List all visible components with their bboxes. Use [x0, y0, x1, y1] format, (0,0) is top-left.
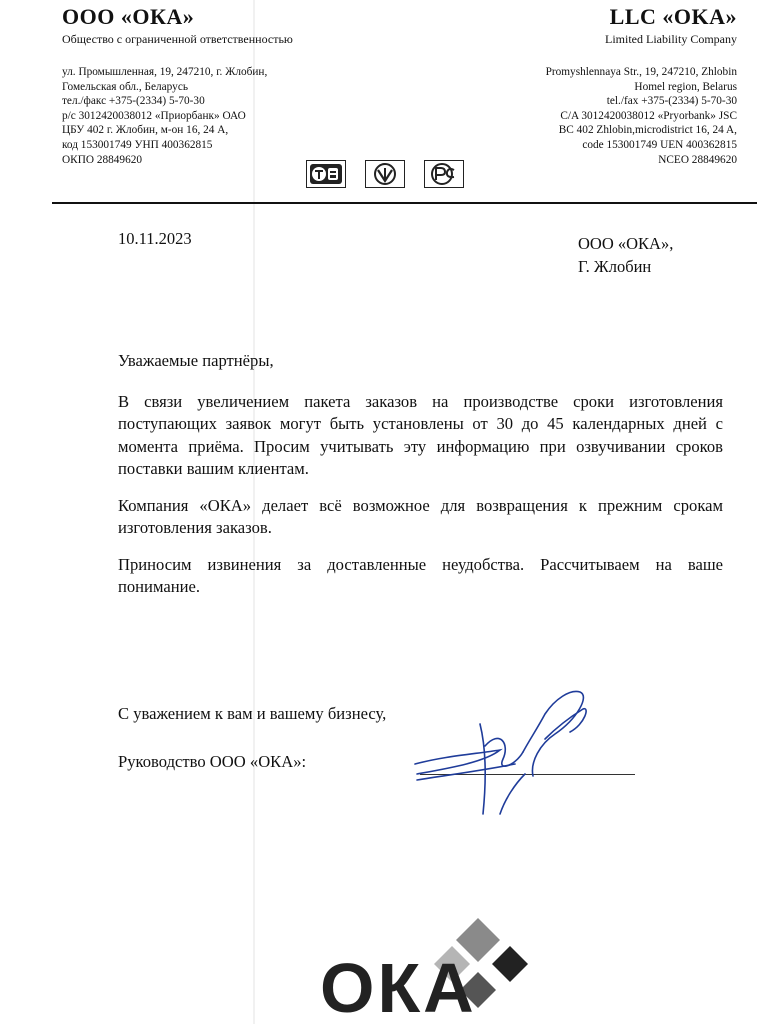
- stb-certification-icon: [306, 160, 346, 188]
- address-line: tel./fax +375-(2334) 5-70-30: [606, 95, 737, 108]
- paragraph: В связи увеличением пакета заказов на производстве сроки изготовления поступающих заявок могут быть установлены от 30 до 45 календарных дней с момента приёма. Просим учитывать эту информацию при озвучивании сроков поставки вашим клиентам.: [118, 391, 723, 478]
- address-line: код 153001749 УНП 400362815: [62, 138, 213, 151]
- certification-marks: [306, 160, 464, 188]
- greeting: Уважаемые партнёры,: [118, 351, 274, 370]
- company-subtitle-en: Limited Liability Company: [605, 32, 737, 46]
- addressee-line: Г. Жлобин: [578, 257, 652, 276]
- pct-certification-icon: [424, 160, 464, 188]
- letter-date: 10.11.2023: [118, 229, 192, 248]
- address-block-en: [437, 65, 737, 167]
- address-line: Homel region, Belarus: [634, 80, 737, 93]
- address-line: Гомельская обл., Беларусь: [62, 80, 188, 93]
- address-line: тел./факс +375-(2334) 5-70-30: [62, 95, 205, 108]
- oka-logo: [318, 916, 548, 1024]
- paragraph: Приносим извинения за доставленные неудобства. Рассчитываем на ваше понимание.: [118, 554, 723, 596]
- address-line: Promyshlennaya Str., 19, 247210, Zhlobin: [545, 66, 737, 78]
- letter-body: [118, 350, 723, 613]
- paragraph: Компания «ОКА» делает всё возможное для возвращения к прежним срокам изготовления заказов.: [118, 495, 723, 537]
- address-line: ЦБУ 402 г. Жлобин, м-он 16, 24 А,: [62, 124, 229, 137]
- address-line: ул. Промышленная, 19, 247210, г. Жлобин,: [62, 66, 268, 78]
- company-name-ru: ООО «ОКА»: [62, 4, 195, 29]
- ukr-certification-icon: [365, 160, 405, 188]
- address-line: р/с 3012420038012 «Приорбанк» ОАО: [62, 109, 246, 122]
- address-line: code 153001749 UEN 400362815: [582, 138, 737, 151]
- address-line: C/A 3012420038012 «Pryorbank» JSC: [560, 109, 737, 122]
- header-divider: [52, 202, 757, 204]
- address-line: NCEO 28849620: [658, 153, 737, 166]
- address-block-ru: [62, 65, 362, 167]
- address-line: BC 402 Zhlobin,microdistrict 16, 24 A,: [558, 124, 737, 137]
- letterhead-right: [437, 4, 737, 167]
- closing-line: С уважением к вам и вашему бизнесу,: [118, 704, 387, 723]
- handwritten-signature: [405, 684, 605, 819]
- company-name-en: LLC «OKA»: [609, 4, 737, 29]
- signatory-label: Руководство ООО «ОКА»:: [118, 752, 307, 771]
- addressee: [578, 232, 673, 278]
- addressee-line: ООО «ОКА»,: [578, 234, 674, 253]
- address-line: ОКПО 28849620: [62, 153, 143, 166]
- company-subtitle-ru: Общество с ограниченной ответственностью: [62, 32, 293, 46]
- logo-text: ОКА: [320, 949, 477, 1024]
- letterhead-left: [62, 4, 362, 167]
